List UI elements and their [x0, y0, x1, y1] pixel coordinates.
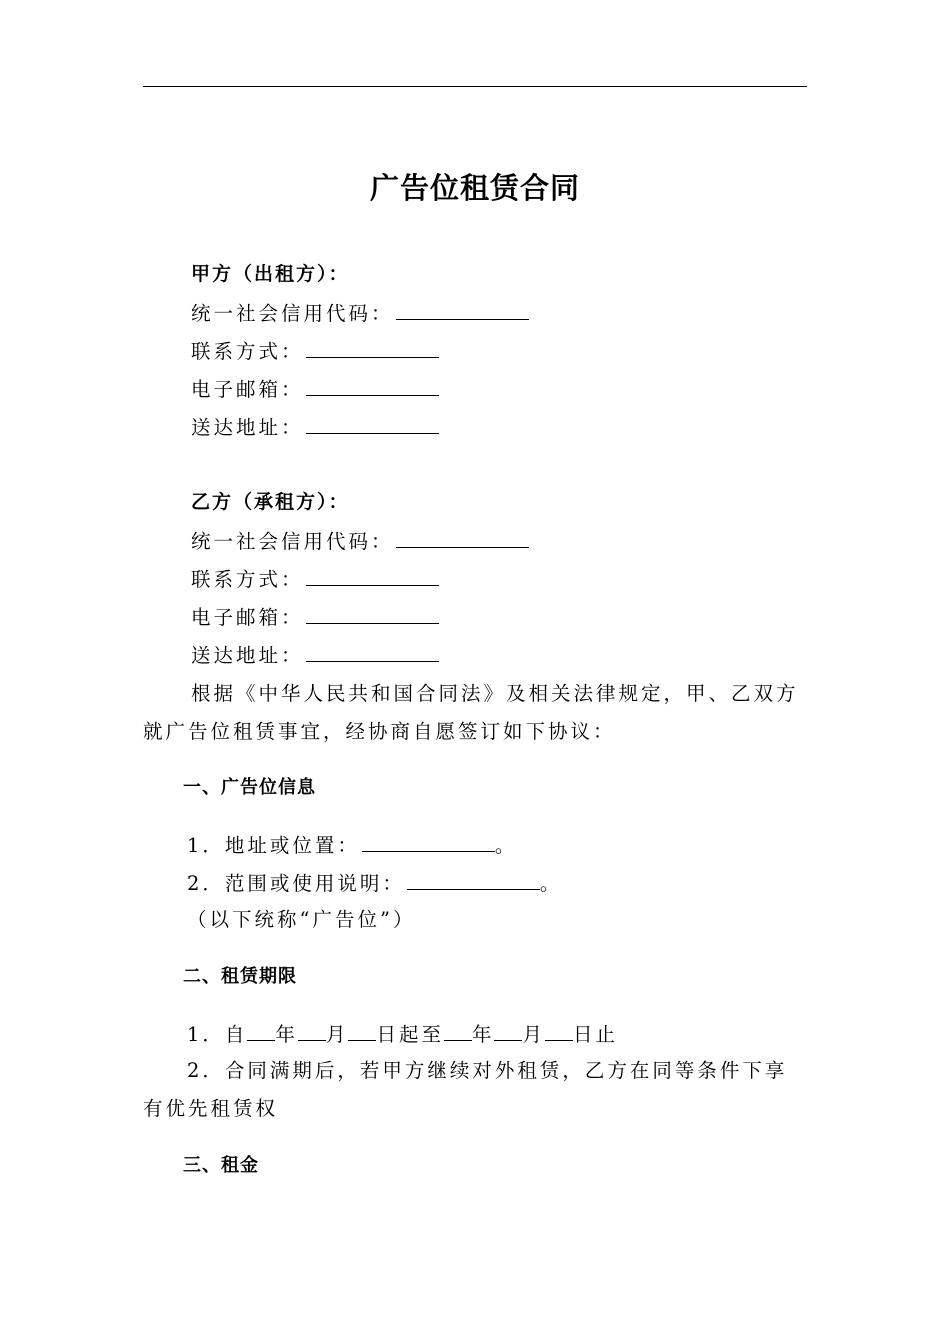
s1-note: （以下统称“广告位”）	[187, 908, 416, 931]
year-label: 年	[471, 1023, 495, 1046]
party-b-email-field	[191, 603, 439, 631]
blank-line	[545, 1020, 573, 1041]
blank-line	[298, 1020, 326, 1041]
blank-line	[396, 527, 529, 548]
party-a-credit-code-field	[191, 299, 529, 327]
year-label: 年	[275, 1023, 298, 1046]
field-label: 电子邮箱：	[191, 378, 304, 401]
party-b-credit-code-field	[191, 527, 529, 555]
blank-line	[348, 1020, 376, 1041]
party-a-address-field	[191, 413, 439, 441]
field-label: 电子邮箱：	[191, 606, 304, 629]
s1-item-1	[187, 831, 517, 859]
blank-line	[362, 831, 495, 852]
party-a-heading: 甲方（出租方）：	[191, 263, 350, 285]
section-2-heading: 二、租赁期限	[183, 966, 297, 987]
blank-line	[494, 1020, 522, 1041]
blank-line	[407, 869, 540, 890]
period: 。	[539, 872, 563, 895]
month-label: 月	[325, 1023, 349, 1046]
blank-line	[396, 299, 529, 320]
party-b-contact-field	[191, 565, 439, 593]
section-3-heading: 三、租金	[183, 1155, 259, 1176]
field-label: 联系方式：	[191, 568, 304, 591]
header-rule	[143, 86, 807, 87]
item-label: 1．地址或位置：	[187, 834, 360, 857]
section-1-heading: 一、广告位信息	[183, 777, 316, 798]
party-b-address-field	[191, 641, 439, 669]
field-label: 统一社会信用代码：	[191, 530, 394, 553]
blank-line	[306, 337, 439, 358]
item-label: 2．范围或使用说明：	[187, 872, 405, 895]
field-label: 联系方式：	[191, 340, 304, 363]
blank-line	[306, 413, 439, 434]
period: 。	[494, 834, 518, 857]
month-label: 月	[522, 1023, 545, 1046]
field-label: 送达地址：	[191, 644, 304, 667]
blank-line	[306, 565, 439, 586]
s2-item-2: 2．合同满期后，若甲方继续对外租赁，乙方在同等条件下享有优先租赁权	[143, 1059, 788, 1120]
day-from-label: 日起至	[376, 1023, 444, 1046]
s1-item-2	[187, 869, 562, 897]
preamble-paragraph: 根据《中华人民共和国合同法》及相关法律规定，甲、乙双方就广告位租赁事宜，经协商自愿签订如下协议：	[143, 682, 799, 743]
blank-line	[444, 1020, 472, 1041]
field-label: 统一社会信用代码：	[191, 302, 394, 325]
party-a-email-field	[191, 375, 439, 403]
blank-line	[306, 375, 439, 396]
item-label: 1．自	[187, 1023, 248, 1046]
blank-line	[306, 603, 439, 624]
party-b-heading: 乙方（承租方）：	[191, 491, 350, 513]
field-label: 送达地址：	[191, 416, 304, 439]
s2-item-1-term	[187, 1020, 618, 1048]
day-until-label: 日止	[573, 1023, 619, 1046]
blank-line	[306, 641, 439, 662]
document-title: 广告位租赁合同	[369, 171, 580, 205]
blank-line	[247, 1020, 275, 1041]
party-a-contact-field	[191, 337, 439, 365]
